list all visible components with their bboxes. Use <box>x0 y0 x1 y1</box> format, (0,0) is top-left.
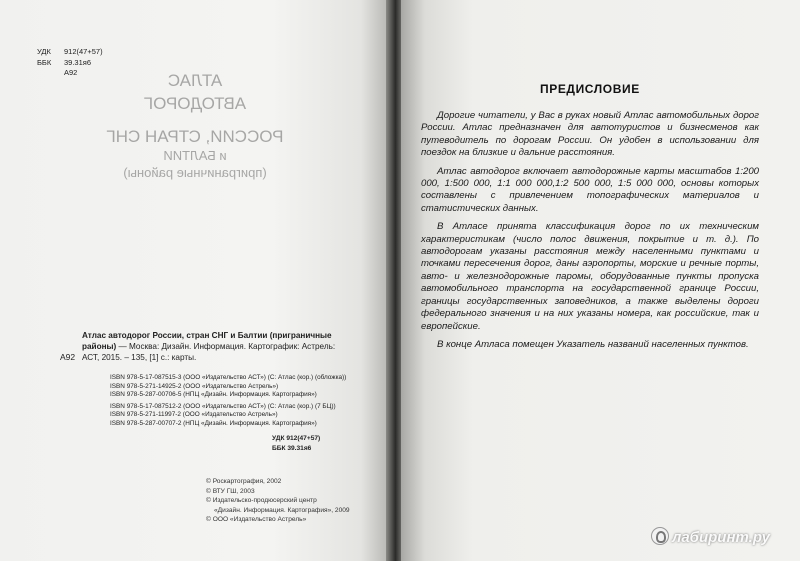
copyright-line: © ООО «Издательство Астрель» <box>206 516 307 524</box>
isbn-line: ISBN 978-5-17-087515-3 (ООО «Издательство АСТ») (С: Атлас (кор.) (обложка)) <box>110 374 347 381</box>
preface-paragraph: В Атласе принята классификация дорог по их техническим характеристикам (число полос движения, покрытие и т. д.). По автодорогам указаны расстояния между населенными пунктами и точками пересечения дорог, даны аэропорты, морские и речные порты, авто- и железнодорожные паромы, оборудованные пункты пропуска автомобильного транспорта на государственной границе России, границы государственных заповедников, а также выделены дороги федерального значения и на них указаны номера, как российские, так и европейские. <box>421 221 759 332</box>
preface-body <box>421 110 759 357</box>
isbn-line: ISBN 978-5-271-11997-2 (ООО «Издательство Астрель») <box>110 411 278 419</box>
bibliographic-description <box>82 330 340 363</box>
copyright-notices <box>206 477 350 525</box>
udk-bbk-block <box>272 434 320 454</box>
preface-paragraph: Атлас автодорог включает автодорожные карты масштабов 1:200 000, 1:500 000, 1:1 000 000,1:2 500 000, 1:5 000 000, основы которых составлены с привлечением топографических материалов и статистических данных. <box>421 165 759 214</box>
author-mark: А92 <box>64 68 78 77</box>
watermark-text: лабиринт.ру <box>672 529 770 546</box>
copyright-line: © ВТУ ГШ, 2003 <box>206 487 255 495</box>
udk-line: УДК 912(47+57) <box>272 435 321 442</box>
isbn-list <box>110 374 346 429</box>
left-page <box>0 0 388 561</box>
isbn-line: ISBN 978-5-271-14925-2 (ООО «Издательство Астрель») <box>110 382 279 390</box>
preface-paragraph: Дорогие читатели, у Вас в руках новый Атлас автомобильных дорог России. Атлас предназначен для автотуристов и бизнесменов как путеводитель по дорогам России. Он удобен в использовании для поездок на близкие и дальние расстояния. <box>421 110 759 159</box>
biblio-author-mark: А92 <box>60 352 76 362</box>
biblio-title: Атлас автодорог России, стран СНГ и Балтии (приграничные районы) <box>82 331 332 351</box>
biblio-details: — Москва: Дизайн. Информация. Картографик: Астрель: АСТ, 2015. – 135, [1] с.: карты. <box>82 342 336 362</box>
show-through-line: АВТОДОРОГ <box>143 94 247 113</box>
show-through-line: РОССИИ, СТРАН СНГ <box>106 127 284 146</box>
isbn-line: ISBN 978-5-287-00706-5 (НПЦ «Дизайн. Информация. Картография») <box>110 391 317 399</box>
bbk-code: ББК 39.31я6 <box>37 57 92 67</box>
show-through-title <box>65 72 325 179</box>
udk-code: УДК 912(47+57) <box>37 47 103 56</box>
show-through-line: и БАЛТИИ <box>163 148 227 163</box>
show-through-line: АТЛАС <box>167 71 223 90</box>
bbk-line: ББК 39.31я6 <box>272 445 312 452</box>
preface-paragraph: В конце Атласа помещен Указатель названий населенных пунктов. <box>437 338 749 350</box>
copyright-line: © Роскартография, 2002 <box>206 478 282 485</box>
preface-title: ПРЕДИСЛОВИЕ <box>540 82 640 96</box>
isbn-line: ISBN 978-5-287-00707-2 (НПЦ «Дизайн. Информация. Картография») <box>110 419 317 427</box>
copyright-line: «Дизайн. Информация. Картография», 2009 <box>214 506 350 514</box>
labirint-logo-icon <box>651 527 669 545</box>
show-through-line: (приграничные районы) <box>123 165 267 180</box>
watermark <box>651 527 770 546</box>
isbn-line: ISBN 978-5-17-087512-2 (ООО «Издательство АСТ») (С: Атлас (кор.) (7 БЦ)) <box>110 402 336 410</box>
copyright-line: © Издательско-продюсерский центр <box>206 497 317 505</box>
